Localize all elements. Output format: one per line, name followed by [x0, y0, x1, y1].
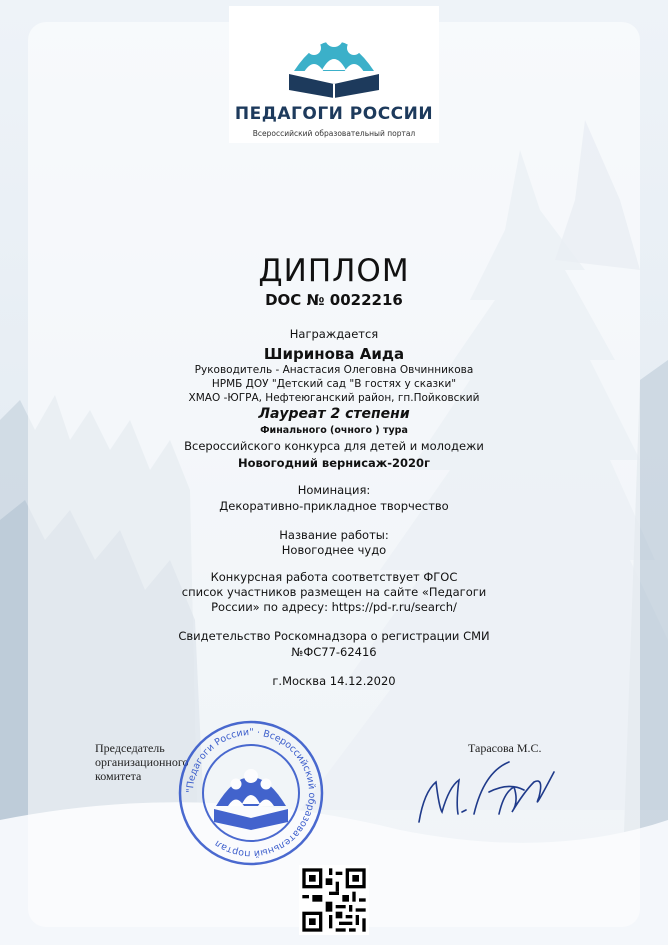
diploma-title: ДИПЛОМ: [258, 253, 410, 289]
recipient-name: Ширинова Аида: [263, 345, 405, 363]
address-line: ХМАО -ЮГРА, Нефтеюганский район, гп.Пойковский: [188, 392, 480, 404]
award-place: Лауреат 2 степени: [258, 406, 410, 422]
chairman-label-line-3: комитета: [95, 769, 142, 783]
logo-subtitle: Всероссийский образовательный портал: [252, 129, 416, 138]
signature-handwriting-text: М. Тар: [414, 752, 418, 753]
handwritten-signature: [414, 752, 564, 832]
nomination-value: Декоративно-прикладное творчество: [219, 499, 449, 513]
organization-line: НРМБ ДОУ "Детский сад "В гостях у сказки": [211, 378, 457, 390]
logo-title: ПЕДАГОГИ РОССИИ: [234, 104, 434, 124]
chairman-label-line-2: организационного: [95, 755, 189, 769]
official-stamp: [176, 718, 326, 868]
signer-name: Тарасова М.С.: [468, 741, 542, 755]
logo: [229, 6, 439, 143]
contest-line: Всероссийского конкурса для детей и молодежи: [184, 439, 484, 453]
fgos-line-2: список участников размещен на сайте «Педагоги: [181, 585, 487, 599]
stamp-ring-text: "Педагоги России" · Всероссийский образовательный портал: [184, 726, 318, 860]
round-line: Финального (очного ) тура: [260, 425, 408, 436]
city-date: г.Москва 14.12.2020: [272, 674, 396, 688]
work-label: Название работы:: [279, 528, 389, 542]
logo-emblem-icon: [229, 6, 439, 106]
qr-code[interactable]: [299, 865, 369, 935]
chairman-label-line-1: Председатель: [95, 741, 165, 755]
nomination-label: Номинация:: [297, 483, 371, 497]
fgos-line-3: России» по адресу: https://pd-r.ru/search/: [211, 600, 457, 614]
qr-code-icon: [299, 865, 369, 935]
stamp-emblem-icon: [214, 769, 288, 830]
supervisor-line: Руководитель - Анастасия Олеговна Овчинникова: [194, 364, 474, 376]
awarded-label: Награждается: [289, 327, 379, 341]
document-number: DOC № 0022216: [265, 291, 403, 309]
registration-line-1: Свидетельство Роскомнадзора о регистрации СМИ: [178, 629, 490, 643]
chairman-label: [95, 741, 188, 783]
fgos-line-1: Конкурсная работа соответствует ФГОС: [210, 570, 458, 584]
work-title: Новогоднее чудо: [281, 543, 387, 557]
registration-line-2: №ФС77-62416: [291, 645, 377, 659]
contest-name: Новогодний вернисаж-2020г: [237, 456, 431, 470]
